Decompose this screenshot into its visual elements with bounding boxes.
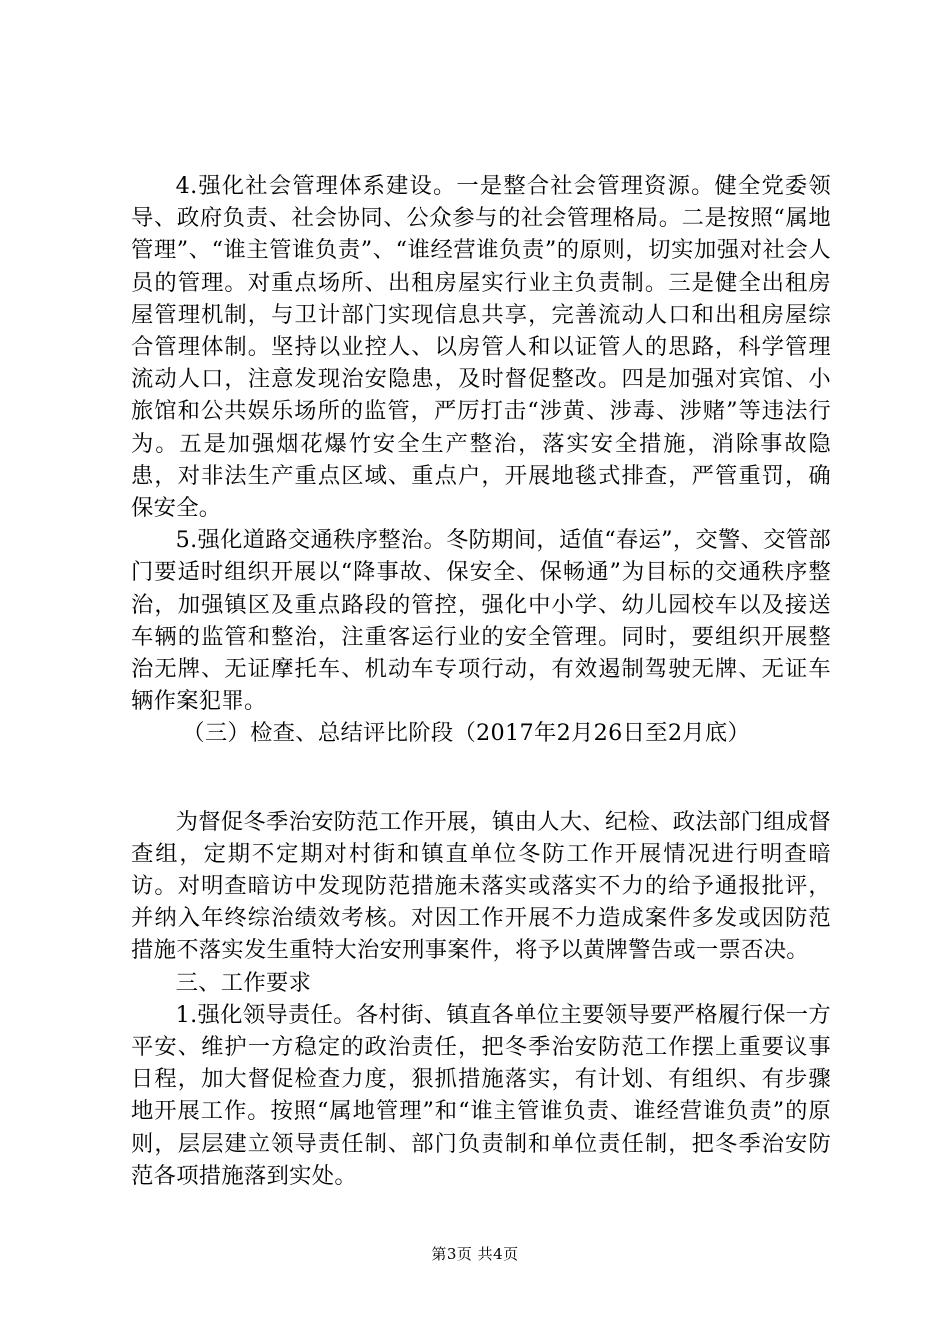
paragraph-social-management: 4.强化社会管理体系建设。一是整合社会管理资源。健全党委领导、政府负责、社会协同、公众参与的社会管理格局。二是按照“属地管理”、“谁主管谁负责”、“谁经营谁负责”的原则，切实加强对社会人员的管理。对重点场所、出租房屋实行业主负责制。三是健全出租房屋管理机制，与卫计部门实现信息共享，完善流动人口和出租房屋综合管理体制。坚持以业控人、以房管人和以证管人的思路，科学管理流动人口，注意发现治安隐患，及时督促整改。四是加强对宾馆、小旅馆和公共娱乐场所的监管，严厉打击“涉黄、涉毒、涉赌”等违法行为。五是加强烟花爆竹安全生产整治，落实安全措施，消除事故隐患，对非法生产重点区域、重点户，开展地毯式排查，严管重罚，确保安全。 <box>131 173 831 522</box>
paragraph-leadership-responsibility: 1.强化领导责任。各村街、镇直各单位主要领导要严格履行保一方平安、维护一方稳定的政治责任，把冬季治安防范工作摆上重要议事日程，加大督促检查力度，狠抓措施落实，有计划、有组织、有步骤地开展工作。按照“属地管理”和“谁主管谁负责、谁经营谁负责”的原则，层层建立领导责任制、部门负责制和单位责任制，把冬季治安防范各项措施落到实处。 <box>131 1001 831 1189</box>
page-footer: 第3页 共4页 <box>431 1245 519 1263</box>
blank-gap <box>131 750 831 806</box>
paragraph-inspection: 为督促冬季治安防范工作开展，镇由人大、纪检、政法部门组成督查组，定期不定期对村街和镇直单位冬防工作开展情况进行明查暗访。对明查暗访中发现防范措施未落实或落实不力的给予通报批评，并纳入年终综治绩效考核。对因工作开展不力造成案件多发或因防范措施不落实发生重特大治安刑事案件，将予以黄牌警告或一票否决。 <box>131 808 831 964</box>
document-body <box>131 170 831 1192</box>
section-title-work-requirements: 三、工作要求 <box>175 969 312 996</box>
stage-heading: （三）检查、总结评比阶段（2017年2月26日至2月底） <box>182 720 751 747</box>
paragraph-road-traffic: 5.强化道路交通秩序整治。冬防期间，适值“春运”，交警、交管部门要适时组织开展以“降事故、保安全、保畅通”为目标的交通秩序整治，加强镇区及重点路段的管控，强化中小学、幼儿园校车以及接送车辆的监管和整治，注重客运行业的安全管理。同时，要组织开展整治无牌、无证摩托车、机动车专项行动，有效遏制驾驶无牌、无证车辆作案犯罪。 <box>131 527 831 715</box>
